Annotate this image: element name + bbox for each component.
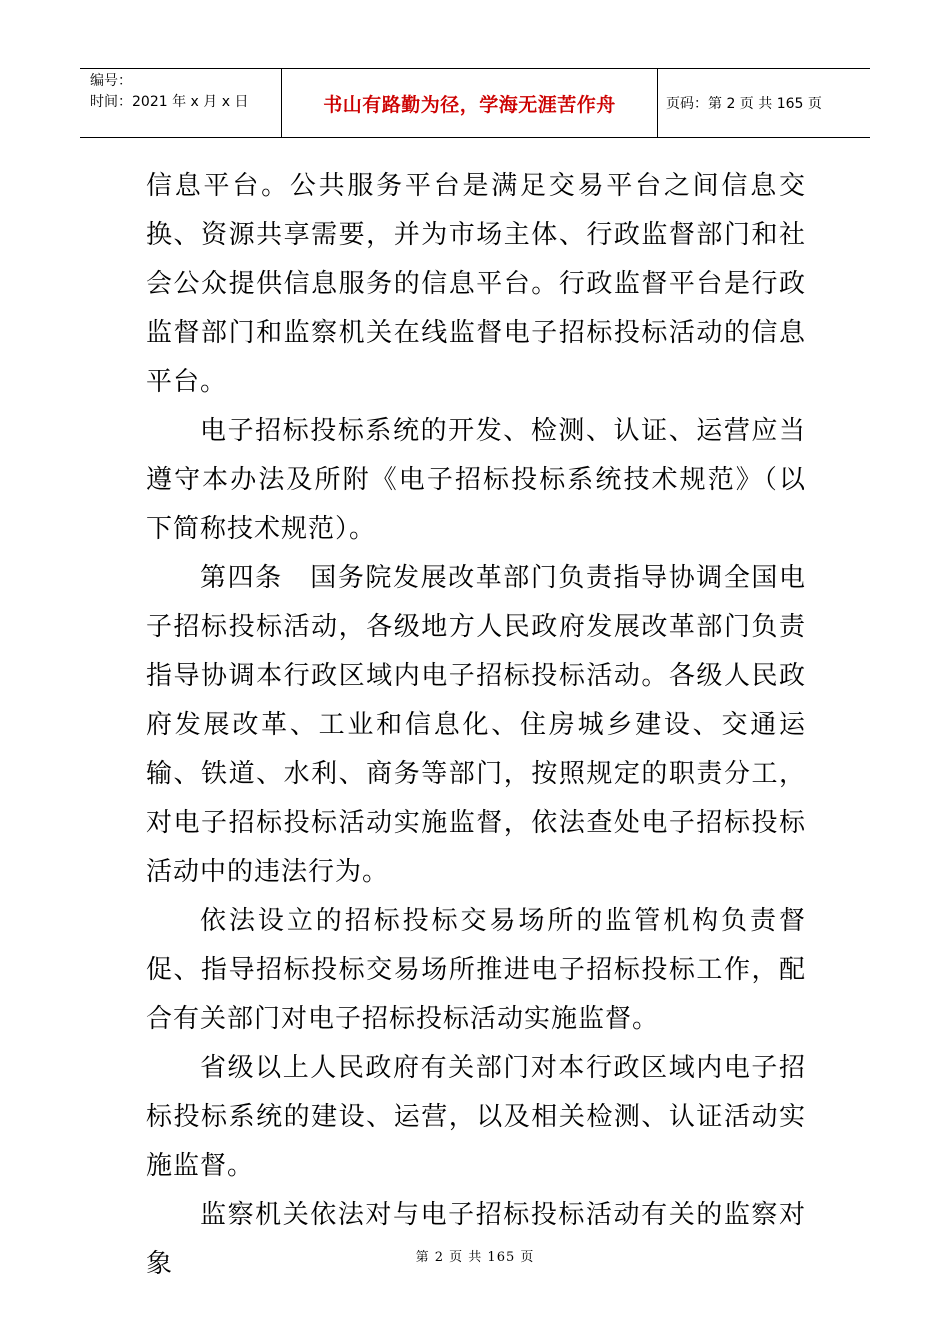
paragraph: 信息平台。公共服务平台是满足交易平台之间信息交换、资源共享需要，并为市场主体、行政监督部门和社会公众提供信息服务的信息平台。行政监督平台是行政监督部门和监察机关在线监督电子招标投标活动的信息平台。 [146,171,806,397]
document-header [80,68,870,138]
header-meta [80,69,282,137]
header-motto: 书山有路勤为径，学海无涯苦作舟 [282,69,658,137]
paragraph: 电子招标投标系统的开发、检测、认证、运营应当遵守本办法及所附《电子招标投标系统技术规范》（以下简称技术规范）。 [146,416,806,544]
paragraph: 监察机关依法对与电子招标投标活动有关的监察对象 [146,1200,806,1279]
header-page-info: 页码：第 2 页 共 165 页 [666,96,822,112]
page-footer: 第 2 页 共 165 页 [415,1250,535,1265]
paragraph: 省级以上人民政府有关部门对本行政区域内电子招标投标系统的建设、运营，以及相关检测、认证活动实施监督。 [146,1053,806,1181]
document-body [146,162,806,1289]
paragraph-article-4: 第四条 国务院发展改革部门负责指导协调全国电子招标投标活动，各级地方人民政府发展改革部门负责指导协调本行政区域内电子招标投标活动。各级人民政府发展改革、工业和信息化、住房城乡建设、交通运输、铁道、水利、商务等部门，按照规定的职责分工，对电子招标投标活动实施监督，依法查处电子招标投标活动中的违法行为。 [146,563,806,887]
paragraph: 依法设立的招标投标交易场所的监管机构负责督促、指导招标投标交易场所推进电子招标投标工作，配合有关部门对电子招标投标活动实施监督。 [146,906,806,1034]
document-time-label: 时间：2021 年 x 月 x 日 [90,94,249,110]
document-number-label: 编号： [90,73,132,89]
